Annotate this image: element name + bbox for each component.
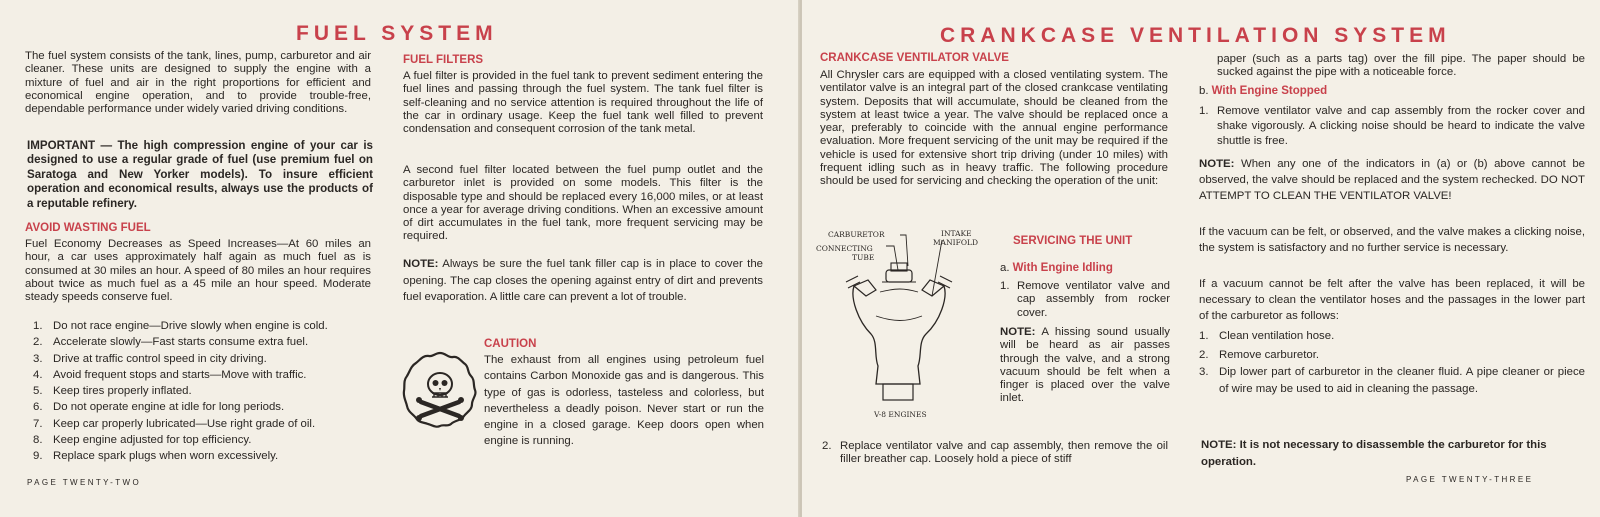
page-number-left: PAGE TWENTY-TWO [27,478,142,487]
list-item: 9. Replace spark plugs when worn excessively. [33,450,279,463]
list-item: 1. Clean ventilation hose. [1199,330,1335,342]
diagram-label-connecting: CONNECTING [816,244,873,253]
idling-note: NOTE: A hissing sound usually will be heard as air passes through the valve, and a strong vacuum should be felt when a finger is placed over the valve inlet. [1000,326,1170,405]
ventilator-valve-heading: CRANKCASE VENTILATOR VALVE [820,52,1009,64]
stopped-step-1: 1. Remove ventilator valve and cap assembly from the rocker cover and shake vigorously. A clicking noise should be heard to indicate the valve shuttle is free. [1199,105,1585,148]
list-item: 2. Remove carburetor. [1199,348,1320,361]
stopped-subheading: b. With Engine Stopped [1199,85,1328,97]
list-item: 3. Drive at traffic control speed in city driving. [33,352,267,365]
servicing-heading: SERVICING THE UNIT [1013,235,1133,247]
list-item: 1. Do not race engine—Drive slowly when engine is cold. [33,320,328,332]
avoid-wasting-fuel-heading: AVOID WASTING FUEL [25,222,151,234]
caution-heading: CAUTION [484,338,537,350]
fuel-filters-paragraph-2: A second fuel filter located between the fuel pump outlet and the carburetor inlet is provided on some models. This filter is the disposable type and should be replaced every 16,000 miles, or at least once a year for average driving conditions. When an excessive amount of dirt accumulates in the fuel tank, more frequent servicing may be required. [403,164,763,243]
list-item: 6. Do not operate engine at idle for long periods. [33,401,285,414]
idling-subheading: a. With Engine Idling [1000,262,1113,274]
right-page [802,0,1600,517]
fuel-saving-tips [33,318,378,465]
fuel-cap-note: NOTE: Always be sure the fuel tank filler cap is in place to cover the opening. The cap closes the opening against entry of dirt and prevents fuel evaporation. A little care can prevent a lot of trouble. [403,258,763,304]
fuel-economy-text: Fuel Economy Decreases as Speed Increases—At 60 miles an hour, a car uses approximately half again as much fuel as is consumed at 30 miles an hour. A speed of 80 miles an hour requires about twice as much fuel as a 45 mile an hour speed. Moderate steady speeds conserve fuel. [25,238,371,304]
list-item: 2. Accelerate slowly—Fast starts consume extra fuel. [33,336,309,349]
skull-crossbones-icon [401,350,479,430]
step-2-continued: paper (such as a parts tag) over the fill pipe. The paper should be sucked against the pipe with a noticeable force. [1217,53,1585,79]
vacuum-not-felt-text: If a vacuum cannot be felt after the valve has been replaced, it will be necessary to clean the ventilator hoses and the passages in the lower part of the carburetor as follows: [1199,278,1585,322]
vacuum-felt-text: If the vacuum can be felt, or observed, and the valve makes a clicking noise, the system is satisfactory and no further service is necessary. [1199,226,1585,254]
important-note: IMPORTANT — The high compression engine of your car is designed to use a regular grade of fuel (use premium fuel on Saratoga and New Yorker models). To insure efficient operation and economical results, always use the products of a reputable refinery. [27,139,373,210]
diagram-label-engines: V-8 ENGINES [874,410,927,419]
fuel-system-intro: The fuel system consists of the tank, lines, pump, carburetor and air cleaner. These units are designed to supply the engine with a mixture of fuel and air in the right proportions for efficient and economical engine operation, and to provide trouble-free, dependable performance under widely varied driving conditions. [25,50,371,116]
ventilator-valve-text: All Chrysler cars are equipped with a closed ventilating system. The ventilator valve is an integral part of the closed crankcase ventilating system. Deposits that will accumulate, should be cleaned from the system at least twice a year. The valve should be replaced once a year, preferably to coincide with the annual engine performance evaluation. More frequent servicing of the unit may be required if the vehicle is used for extensive short trip driving (under 10 miles) with frequent idling such as in heavy traffic. The following procedure should be used for servicing and checking the operation of the unit: [820,69,1168,188]
list-item: 4. Avoid frequent stops and starts—Move with traffic. [33,368,307,381]
list-item: 8. Keep engine adjusted for top efficiency. [33,434,252,447]
list-item: 5. Keep tires properly inflated. [33,385,192,398]
replace-valve-note: NOTE: When any one of the indicators in (a) or (b) above cannot be observed, the valve should be replaced and the system rechecked. DO NOT ATTEMPT TO CLEAN THE VENTILATOR VALVE! [1199,158,1585,202]
fuel-filters-paragraph-1: A fuel filter is provided in the fuel tank to prevent sediment entering the fuel lines and passing through the fuel system. The tank fuel filter is self-cleaning and no service attention is required throughout the life of the car in ordinary usage. Keep the fuel tank well filled to prevent condensation and consequent corrosion of the tank metal. [403,70,763,136]
final-note: NOTE: It is not necessary to disassemble the carburetor for this operation. [1201,439,1547,468]
idling-step-1: 1. Remove ventilator valve and cap assembly from rocker cover. [1000,280,1170,319]
cleaning-steps [1199,327,1585,398]
diagram-label-tube: TUBE [852,253,875,262]
fuel-filters-heading: FUEL FILTERS [403,54,484,66]
step-2-start: 2. Replace ventilator valve and cap assembly, then remove the oil filler breather cap. Loosely hold a piece of stiff [822,440,1168,466]
diagram-label-carburetor: CARBURETOR [828,230,885,239]
diagram-label-intake: INTAKE [941,229,972,238]
fuel-system-title: FUEL SYSTEM [296,22,498,45]
list-item: 3. Dip lower part of carburetor in the cleaner fluid. A pipe cleaner or piece of wire may be used to aid in cleaning the passage. [1199,366,1585,395]
list-item: 7. Keep car properly lubricated—Use right grade of oil. [33,417,316,430]
diagram-label-manifold: MANIFOLD [933,238,978,247]
caution-text: The exhaust from all engines using petroleum fuel contains Carbon Monoxide gas and is dangerous. This type of gas is odorless, tasteless and colorless, but nevertheless a deadly poison. Never start or run the engine in a closed garage. Keep doors open when engine is running. [484,354,764,448]
ventilator-valve-diagram [816,226,996,426]
page-number-right: PAGE TWENTY-THREE [1406,475,1534,484]
crankcase-title: CRANKCASE VENTILATION SYSTEM [940,24,1451,47]
